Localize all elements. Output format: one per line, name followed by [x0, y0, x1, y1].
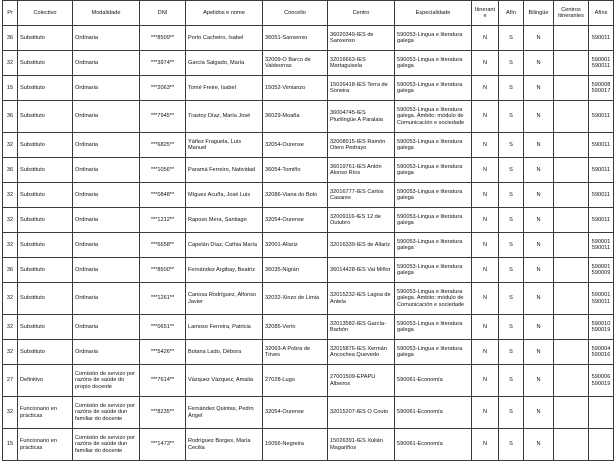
- table-row: [3, 365, 614, 397]
- cell-colectivo: Funcionario en prácticas: [18, 397, 73, 429]
- column-header-concello: Concello: [263, 1, 328, 26]
- column-header-centro: Centro: [328, 1, 395, 26]
- cell-apelidos-e-nome: Trastoy Díaz, María José: [186, 101, 263, 133]
- table-row: [3, 183, 614, 208]
- cell-centro: 32015207-IES O Couto: [328, 397, 395, 429]
- cell-afins: 590001 590011: [589, 51, 614, 76]
- cell-especialidade: 590053-Lingua e literatura galega: [395, 340, 472, 365]
- cell-centro: 32015232-IES Lagoa de Antela: [328, 283, 395, 315]
- cell-afin: S: [499, 76, 524, 101]
- cell-colectivo: Substituto: [18, 208, 73, 233]
- cell-apelidos-e-nome: Fernández Argibay, Beatriz: [186, 258, 263, 283]
- cell-concello: 32085-Verín: [263, 315, 328, 340]
- cell-itinerante: N: [472, 429, 499, 461]
- column-header-pr: Pr: [3, 1, 18, 26]
- cell-pr: 36: [3, 158, 18, 183]
- table-header: [3, 1, 614, 26]
- cell-afin: S: [499, 133, 524, 158]
- cell-modalidade: Ordinaria: [73, 283, 140, 315]
- cell-concello: 27028-Lugo: [263, 365, 328, 397]
- cell-concello: 32063-A Pobra de Trives: [263, 340, 328, 365]
- cell-afins: [589, 397, 614, 429]
- cell-afin: S: [499, 315, 524, 340]
- cell-pr: 32: [3, 133, 18, 158]
- table-row: [3, 258, 614, 283]
- cell-itinerante: N: [472, 183, 499, 208]
- cell-pr: 36: [3, 26, 18, 51]
- cell-dni: ***7945**: [140, 101, 186, 133]
- cell-concello: 15052-Vimianzo: [263, 76, 328, 101]
- cell-centro: 36019761-IES Antón Alonso Ríos: [328, 158, 395, 183]
- cell-afins: 590004 590016: [589, 340, 614, 365]
- column-header-centros-itinerantes: Centros itinerantes: [554, 1, 589, 26]
- cell-apelidos-e-nome: Porto Cacheiro, Isabel: [186, 26, 263, 51]
- cell-bilingue: N: [524, 183, 554, 208]
- cell-apelidos-e-nome: Tomé Freire, Isabel: [186, 76, 263, 101]
- cell-especialidade: 590061-Economía: [395, 397, 472, 429]
- cell-centros-itinerantes: [554, 101, 589, 133]
- column-header-especialidade: Especialidade: [395, 1, 472, 26]
- cell-bilingue: N: [524, 158, 554, 183]
- cell-apelidos-e-nome: Rodríguez Borges, María Cecilia: [186, 429, 263, 461]
- cell-colectivo: Substituto: [18, 340, 73, 365]
- column-header-bilingue: Bilingüe: [524, 1, 554, 26]
- cell-colectivo: Substituto: [18, 76, 73, 101]
- cell-concello: 32054-Ourense: [263, 397, 328, 429]
- cell-afin: S: [499, 340, 524, 365]
- cell-apelidos-e-nome: Botana Lado, Débora: [186, 340, 263, 365]
- cell-pr: 32: [3, 340, 18, 365]
- cell-afin: S: [499, 397, 524, 429]
- cell-pr: 32: [3, 315, 18, 340]
- cell-bilingue: N: [524, 258, 554, 283]
- cell-afin: S: [499, 158, 524, 183]
- cell-concello: 36051-Sanxenxo: [263, 26, 328, 51]
- cell-especialidade: 590053-Lingua e literatura galega: [395, 133, 472, 158]
- cell-afins: 590006 590019: [589, 365, 614, 397]
- table-row: [3, 340, 614, 365]
- cell-colectivo: Definitivo: [18, 365, 73, 397]
- cell-afin: S: [499, 233, 524, 258]
- cell-especialidade: 590053-Lingua e literatura galega: [395, 158, 472, 183]
- cell-especialidade: 590053-Lingua e literatura galega. Ámbito: módulo de Comunicación e sociedade: [395, 283, 472, 315]
- table-row: [3, 315, 614, 340]
- cell-bilingue: N: [524, 315, 554, 340]
- cell-centros-itinerantes: [554, 233, 589, 258]
- table-row: [3, 76, 614, 101]
- cell-apelidos-e-nome: Fernández Quintas, Pedro Ángel: [186, 397, 263, 429]
- cell-centro: 32015876-IES Xermán Ancochea Quevedo: [328, 340, 395, 365]
- cell-colectivo: Substituto: [18, 26, 73, 51]
- cell-itinerante: N: [472, 76, 499, 101]
- cell-colectivo: Substituto: [18, 158, 73, 183]
- cell-apelidos-e-nome: Paramá Ferreiro, Natividad: [186, 158, 263, 183]
- cell-centro: 32016663-IES Martaguisela: [328, 51, 395, 76]
- cell-dni: ***1056**: [140, 158, 186, 183]
- column-header-afins: Afíns: [589, 1, 614, 26]
- cell-centros-itinerantes: [554, 183, 589, 208]
- cell-colectivo: Substituto: [18, 315, 73, 340]
- cell-bilingue: N: [524, 133, 554, 158]
- cell-modalidade: Ordinaria: [73, 183, 140, 208]
- cell-itinerante: N: [472, 133, 499, 158]
- cell-dni: ***1473**: [140, 429, 186, 461]
- cell-apelidos-e-nome: Canosa Rodríguez, Alfonso Javier: [186, 283, 263, 315]
- cell-centro: 27001509-EPAPU Albeiros: [328, 365, 395, 397]
- cell-apelidos-e-nome: Yáñez Fraguela, Luís Manuel: [186, 133, 263, 158]
- cell-concello: 32054-Ourense: [263, 133, 328, 158]
- table-row: [3, 133, 614, 158]
- cell-modalidade: Comisión de servizo por razóns de saúde dun familiar do docente: [73, 397, 140, 429]
- cell-colectivo: Substituto: [18, 133, 73, 158]
- assignments-table: [2, 0, 614, 461]
- cell-dni: ***8509**: [140, 26, 186, 51]
- cell-pr: 32: [3, 208, 18, 233]
- cell-bilingue: N: [524, 26, 554, 51]
- cell-afins: 590011: [589, 183, 614, 208]
- cell-afins: 590001 590009: [589, 258, 614, 283]
- column-header-modalidade: Modalidade: [73, 1, 140, 26]
- cell-modalidade: Ordinaria: [73, 51, 140, 76]
- cell-modalidade: Ordinaria: [73, 233, 140, 258]
- cell-afin: S: [499, 258, 524, 283]
- cell-centro: 32016777-IES Carlos Casares: [328, 183, 395, 208]
- cell-concello: 32032-Xinzo de Limia: [263, 283, 328, 315]
- cell-centros-itinerantes: [554, 258, 589, 283]
- cell-concello: 15056-Negreira: [263, 429, 328, 461]
- cell-concello: 32001-Allariz: [263, 233, 328, 258]
- cell-pr: 32: [3, 183, 18, 208]
- cell-colectivo: Substituto: [18, 258, 73, 283]
- cell-dni: ***6825**: [140, 133, 186, 158]
- table-row: [3, 158, 614, 183]
- cell-itinerante: N: [472, 365, 499, 397]
- cell-afins: 590011: [589, 101, 614, 133]
- cell-dni: ***1212**: [140, 208, 186, 233]
- cell-bilingue: N: [524, 51, 554, 76]
- cell-modalidade: Ordinaria: [73, 158, 140, 183]
- cell-modalidade: Ordinaria: [73, 340, 140, 365]
- column-header-apelidos-e-nome: Apelidos e nome: [186, 1, 263, 26]
- cell-especialidade: 590053-Lingua e literatura galega: [395, 76, 472, 101]
- cell-bilingue: N: [524, 397, 554, 429]
- cell-afin: S: [499, 183, 524, 208]
- cell-centros-itinerantes: [554, 51, 589, 76]
- cell-modalidade: Ordinaria: [73, 26, 140, 51]
- cell-pr: 32: [3, 233, 18, 258]
- cell-itinerante: N: [472, 315, 499, 340]
- cell-modalidade: Ordinaria: [73, 101, 140, 133]
- column-header-colectivo: Colectivo: [18, 1, 73, 26]
- cell-especialidade: 590053-Lingua e literatura galega: [395, 183, 472, 208]
- cell-centro: 32009116-IES 12 de Outubro: [328, 208, 395, 233]
- cell-centros-itinerantes: [554, 397, 589, 429]
- cell-apelidos-e-nome: Raposo Mera, Santiago: [186, 208, 263, 233]
- cell-especialidade: 590061-Economía: [395, 429, 472, 461]
- cell-centros-itinerantes: [554, 208, 589, 233]
- cell-pr: 27: [3, 365, 18, 397]
- cell-afins: 590011: [589, 26, 614, 51]
- cell-dni: ***2063**: [140, 76, 186, 101]
- cell-especialidade: 590053-Lingua e literatura galega: [395, 208, 472, 233]
- cell-centro: 36020349-IES de Sanxenxo: [328, 26, 395, 51]
- cell-dni: ***8500**: [140, 258, 186, 283]
- cell-centros-itinerantes: [554, 315, 589, 340]
- cell-colectivo: Substituto: [18, 51, 73, 76]
- cell-concello: 36054-Tomiño: [263, 158, 328, 183]
- cell-afin: S: [499, 283, 524, 315]
- cell-bilingue: N: [524, 429, 554, 461]
- cell-modalidade: Ordinaria: [73, 315, 140, 340]
- cell-centro: 15026418-IES Terra de Soneira: [328, 76, 395, 101]
- cell-modalidade: Ordinaria: [73, 208, 140, 233]
- cell-centros-itinerantes: [554, 26, 589, 51]
- cell-centro: 32008915-IES Ramón Otero Pedrayo: [328, 133, 395, 158]
- cell-centros-itinerantes: [554, 340, 589, 365]
- table-row: [3, 101, 614, 133]
- cell-modalidade: Comisión de servizo por razóns de saúde do propio docente: [73, 365, 140, 397]
- cell-bilingue: N: [524, 233, 554, 258]
- cell-centro: 15026391-IES Xulián Magariños: [328, 429, 395, 461]
- cell-apelidos-e-nome: García Salgado, María: [186, 51, 263, 76]
- cell-afins: 590001 590011: [589, 283, 614, 315]
- cell-itinerante: N: [472, 340, 499, 365]
- cell-concello: 36029-Moaña: [263, 101, 328, 133]
- cell-dni: ***1261**: [140, 283, 186, 315]
- cell-centros-itinerantes: [554, 283, 589, 315]
- cell-colectivo: Substituto: [18, 183, 73, 208]
- cell-dni: ***7614**: [140, 365, 186, 397]
- cell-apelidos-e-nome: Míguez Acuña, José Luis: [186, 183, 263, 208]
- cell-pr: 32: [3, 397, 18, 429]
- cell-afin: S: [499, 101, 524, 133]
- cell-concello: 32054-Ourense: [263, 208, 328, 233]
- cell-afins: 590011: [589, 158, 614, 183]
- cell-apelidos-e-nome: Capelán Díaz, Cathia María: [186, 233, 263, 258]
- cell-afin: S: [499, 208, 524, 233]
- cell-bilingue: N: [524, 340, 554, 365]
- cell-centros-itinerantes: [554, 365, 589, 397]
- cell-colectivo: Substituto: [18, 101, 73, 133]
- cell-dni: ***8235**: [140, 397, 186, 429]
- cell-bilingue: N: [524, 283, 554, 315]
- cell-itinerante: N: [472, 397, 499, 429]
- column-header-afin: Afín: [499, 1, 524, 26]
- cell-especialidade: 590053-Lingua e literatura galega. Ámbito: módulo de Comunicación e sociedade: [395, 101, 472, 133]
- cell-afin: S: [499, 26, 524, 51]
- cell-especialidade: 590053-Lingua e literatura galega: [395, 233, 472, 258]
- table-row: [3, 208, 614, 233]
- cell-centro: 32013582-IES García-Barbón: [328, 315, 395, 340]
- cell-centros-itinerantes: [554, 158, 589, 183]
- column-header-itinerante: Itinerante: [472, 1, 499, 26]
- cell-especialidade: 590053-Lingua e literatura galega: [395, 51, 472, 76]
- cell-centro: 36014428-IES Val Miñor: [328, 258, 395, 283]
- cell-itinerante: N: [472, 101, 499, 133]
- cell-dni: ***5426**: [140, 340, 186, 365]
- column-header-dni: DNI: [140, 1, 186, 26]
- cell-itinerante: N: [472, 26, 499, 51]
- cell-afin: S: [499, 365, 524, 397]
- cell-concello: 32086-Viana do Bolo: [263, 183, 328, 208]
- table-row: [3, 397, 614, 429]
- cell-modalidade: Ordinaria: [73, 133, 140, 158]
- cell-dni: ***6658**: [140, 233, 186, 258]
- cell-apelidos-e-nome: Lamoso Ferreira, Patricia: [186, 315, 263, 340]
- cell-afin: S: [499, 51, 524, 76]
- cell-colectivo: Substituto: [18, 283, 73, 315]
- cell-bilingue: N: [524, 76, 554, 101]
- cell-pr: 36: [3, 258, 18, 283]
- cell-pr: 15: [3, 429, 18, 461]
- cell-centros-itinerantes: [554, 133, 589, 158]
- cell-centros-itinerantes: [554, 429, 589, 461]
- cell-afins: 590008 590017: [589, 76, 614, 101]
- cell-modalidade: Ordinaria: [73, 258, 140, 283]
- table-row: [3, 51, 614, 76]
- cell-especialidade: 590053-Lingua e literatura galega: [395, 258, 472, 283]
- cell-pr: 32: [3, 283, 18, 315]
- cell-bilingue: N: [524, 365, 554, 397]
- cell-afins: 590011: [589, 133, 614, 158]
- cell-especialidade: 590053-Lingua e literatura galega: [395, 315, 472, 340]
- cell-concello: 36035-Nigrán: [263, 258, 328, 283]
- cell-pr: 32: [3, 51, 18, 76]
- cell-itinerante: N: [472, 283, 499, 315]
- cell-itinerante: N: [472, 51, 499, 76]
- cell-afins: [589, 429, 614, 461]
- cell-centro: 36004745-IES Plurilingüe A Paralaia: [328, 101, 395, 133]
- cell-itinerante: N: [472, 258, 499, 283]
- table-row: [3, 233, 614, 258]
- cell-apelidos-e-nome: Vázquez Vázquez, Amalia: [186, 365, 263, 397]
- cell-colectivo: Funcionario en prácticas: [18, 429, 73, 461]
- header-row: [3, 1, 614, 26]
- cell-concello: 32009-O Barco de Valdeorras: [263, 51, 328, 76]
- cell-colectivo: Substituto: [18, 233, 73, 258]
- cell-bilingue: N: [524, 208, 554, 233]
- cell-afins: 590001 590011: [589, 233, 614, 258]
- cell-itinerante: N: [472, 233, 499, 258]
- table-row: [3, 26, 614, 51]
- cell-dni: ***0651**: [140, 315, 186, 340]
- cell-modalidade: Ordinaria: [73, 76, 140, 101]
- cell-dni: ***3974**: [140, 51, 186, 76]
- cell-itinerante: N: [472, 208, 499, 233]
- table-row: [3, 283, 614, 315]
- cell-especialidade: 590061-Economía: [395, 365, 472, 397]
- cell-afins: 590011: [589, 208, 614, 233]
- cell-centro: 32016339-IES de Allariz: [328, 233, 395, 258]
- cell-afins: 590010 590019: [589, 315, 614, 340]
- cell-centros-itinerantes: [554, 76, 589, 101]
- cell-afin: S: [499, 429, 524, 461]
- cell-modalidade: Comisión de servizo por razóns de saúde dun familiar do docente: [73, 429, 140, 461]
- cell-pr: 15: [3, 76, 18, 101]
- cell-dni: ***0848**: [140, 183, 186, 208]
- cell-itinerante: N: [472, 158, 499, 183]
- cell-bilingue: N: [524, 101, 554, 133]
- table-body: [3, 26, 614, 461]
- cell-pr: 36: [3, 101, 18, 133]
- table-row: [3, 429, 614, 461]
- cell-especialidade: 590053-Lingua e literatura galega: [395, 26, 472, 51]
